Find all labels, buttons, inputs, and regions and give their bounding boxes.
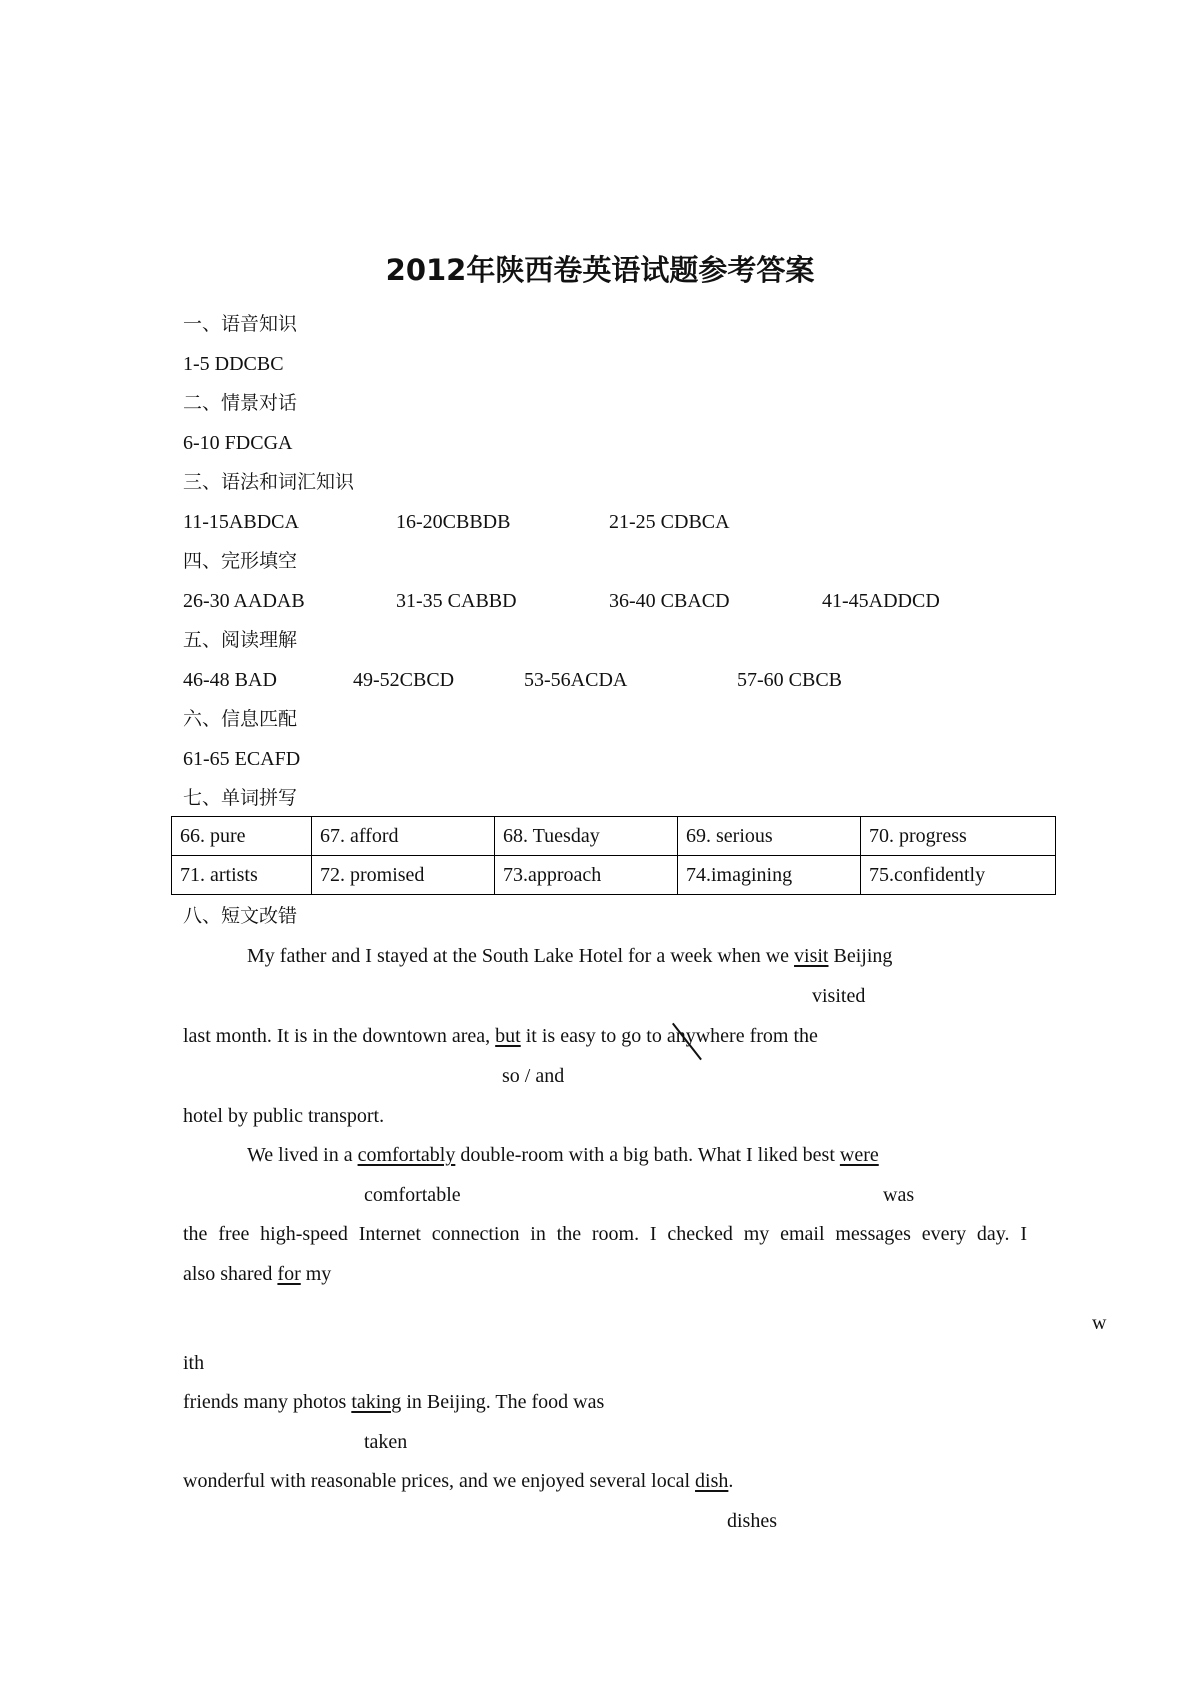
error-word-visit: visit	[794, 945, 829, 967]
table-cell: 75.confidently	[861, 856, 1056, 895]
passage-text: We lived in a	[247, 1144, 358, 1166]
answer-31-35: 31-35 CABBD	[396, 590, 517, 612]
answer-26-30: 26-30 AADAB	[183, 590, 305, 612]
table-cell: 74.imagining	[678, 856, 861, 895]
passage-line-6	[183, 1262, 331, 1286]
passage-line-2	[183, 1024, 818, 1048]
passage-line-8	[183, 1469, 733, 1493]
deleted-word-to: to	[646, 1025, 662, 1047]
correction-was: was	[883, 1184, 915, 1206]
section-heading-3: 三、语法和词汇知识	[183, 471, 355, 493]
table-cell: 72. promised	[312, 856, 495, 895]
error-word-were: were	[839, 1144, 879, 1166]
table-cell: 73.approach	[495, 856, 678, 895]
error-word-but: but	[495, 1025, 521, 1047]
passage-text: my	[300, 1263, 332, 1285]
correction-with-part-2: ith	[183, 1352, 205, 1374]
error-word-for: for	[277, 1263, 301, 1285]
section-heading-4: 四、完形填空	[183, 550, 298, 572]
section-heading-8: 八、短文改错	[183, 905, 298, 927]
section-heading-6: 六、信息匹配	[183, 708, 298, 730]
table-row	[172, 817, 1056, 856]
answer-41-45: 41-45ADDCD	[822, 590, 940, 612]
passage-text: friends many photos	[183, 1391, 352, 1413]
answer-49-52: 49-52CBCD	[353, 669, 455, 691]
section-heading-7: 七、单词拼写	[183, 787, 298, 809]
page-title: 2012年陕西卷英语试题参考答案	[385, 253, 815, 287]
passage-line-7	[183, 1390, 604, 1414]
passage-text: anywhere from the	[661, 1025, 818, 1047]
passage-text: in Beijing. The food was	[401, 1391, 605, 1413]
error-word-comfortably: comfortably	[357, 1144, 456, 1166]
section-heading-2: 二、情景对话	[183, 392, 298, 414]
table-cell: 70. progress	[861, 817, 1056, 856]
answer-6-10: 6-10 FDCGA	[183, 432, 293, 454]
passage-text: also shared	[183, 1263, 278, 1285]
table-cell: 68. Tuesday	[495, 817, 678, 856]
passage-line-4	[247, 1143, 879, 1167]
correction-comfortable: comfortable	[364, 1184, 461, 1206]
answer-11-15: 11-15ABDCA	[183, 511, 299, 533]
answer-36-40: 36-40 CBACD	[609, 590, 730, 612]
answer-57-60: 57-60 CBCB	[737, 669, 843, 691]
passage-line-3: hotel by public transport.	[183, 1105, 385, 1127]
passage-line-5: the free high-speed Internet connection in the room. I checked my email messages every day. I	[183, 1223, 1027, 1245]
spelling-answer-table	[171, 816, 1056, 895]
table-cell: 69. serious	[678, 817, 861, 856]
passage-text: double-room with a big bath. What I liked best	[455, 1144, 840, 1166]
passage-text: My father and I stayed at the South Lake Hotel for a week when we	[247, 945, 795, 967]
correction-with-part-1: w	[1092, 1312, 1107, 1334]
answer-61-65: 61-65 ECAFD	[183, 748, 301, 770]
error-word-dish: dish	[695, 1470, 729, 1492]
correction-taken: taken	[364, 1431, 408, 1453]
table-cell: 67. afford	[312, 817, 495, 856]
passage-text: .	[728, 1470, 734, 1492]
correction-visited: visited	[812, 985, 866, 1007]
passage-text: wonderful with reasonable prices, and we enjoyed several local	[183, 1470, 696, 1492]
answer-46-48: 46-48 BAD	[183, 669, 277, 691]
table-cell: 71. artists	[172, 856, 312, 895]
table-row	[172, 856, 1056, 895]
answer-1-5: 1-5 DDCBC	[183, 353, 284, 375]
correction-dishes: dishes	[727, 1510, 777, 1532]
passage-line-1	[247, 944, 892, 968]
passage-text: Beijing	[828, 945, 893, 967]
answer-16-20: 16-20CBBDB	[396, 511, 511, 533]
answer-21-25: 21-25 CDBCA	[609, 511, 730, 533]
passage-text: it is easy to go	[520, 1025, 647, 1047]
error-word-taking: taking	[351, 1391, 402, 1413]
passage-text: last month. It is in the downtown area,	[183, 1025, 496, 1047]
section-heading-1: 一、语音知识	[183, 313, 298, 335]
section-heading-5: 五、阅读理解	[183, 629, 298, 651]
table-cell: 66. pure	[172, 817, 312, 856]
correction-so-and: so / and	[502, 1065, 565, 1087]
answer-53-56: 53-56ACDA	[524, 669, 628, 691]
